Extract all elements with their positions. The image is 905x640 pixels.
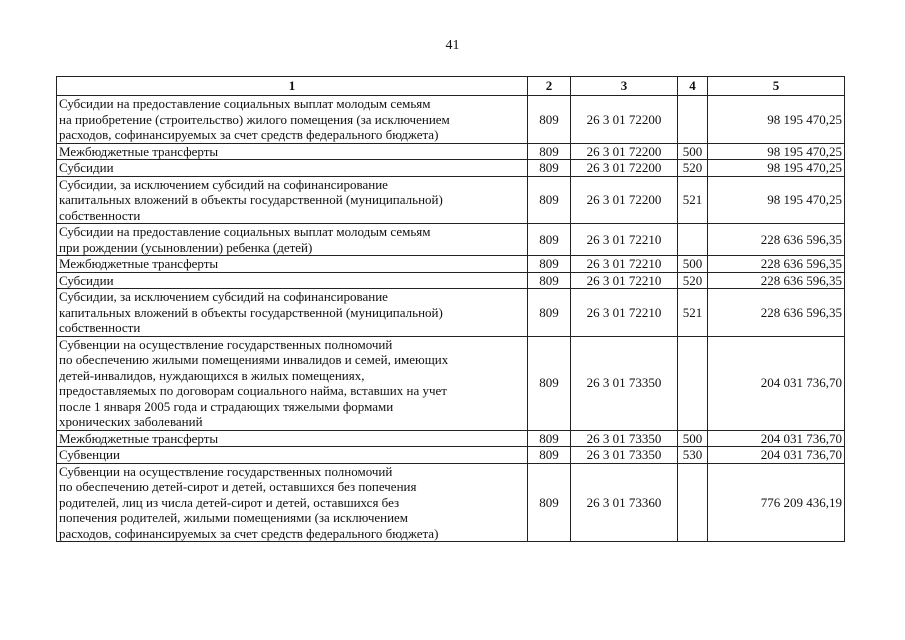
expense-name-line: после 1 января 2005 года и страдающих тяжелыми формами <box>59 398 394 414</box>
expense-type <box>678 336 708 430</box>
expense-name <box>57 463 528 542</box>
table-row <box>57 272 845 289</box>
page-number: 41 <box>445 38 460 53</box>
amount: 98 195 470,25 <box>708 143 845 160</box>
expense-name-line: Субсидии на предоставление социальных выплат молодым семьям <box>59 224 431 239</box>
expense-type: 500 <box>678 430 708 447</box>
table-row <box>57 430 845 447</box>
header-col-2: 2 <box>528 77 571 96</box>
expense-name-line: родителей, лиц из числа детей-сирот и детей, оставшихся без <box>59 494 400 510</box>
header-col-5: 5 <box>708 77 845 96</box>
expense-name-line: Субвенции на осуществление государственных полномочий <box>59 336 393 352</box>
target-article: 26 3 01 73350 <box>571 336 678 430</box>
expense-name <box>57 160 528 177</box>
amount: 98 195 470,25 <box>708 96 845 144</box>
expense-name-line: при рождении (усыновлении) ребенка (детей) <box>59 239 313 255</box>
header-row <box>57 77 845 96</box>
amount: 228 636 596,35 <box>708 272 845 289</box>
ministry-code: 809 <box>528 160 571 177</box>
target-article: 26 3 01 73350 <box>571 430 678 447</box>
ministry-code: 809 <box>528 96 571 144</box>
expense-type <box>678 463 708 542</box>
expense-name <box>57 96 528 144</box>
table-body <box>57 96 845 542</box>
expense-name-line: на приобретение (строительство) жилого помещения (за исключением <box>59 111 450 127</box>
ministry-code: 809 <box>528 336 571 430</box>
expense-type: 521 <box>678 176 708 224</box>
expense-type: 530 <box>678 447 708 464</box>
target-article: 26 3 01 73350 <box>571 447 678 464</box>
expense-type: 500 <box>678 143 708 160</box>
expense-name <box>57 289 528 337</box>
table-row <box>57 224 845 256</box>
ministry-code: 809 <box>528 256 571 273</box>
expense-name-line: Субвенции <box>59 447 120 462</box>
table-row <box>57 96 845 144</box>
target-article: 26 3 01 72210 <box>571 224 678 256</box>
expense-name-line: собственности <box>59 320 141 335</box>
expense-name <box>57 143 528 160</box>
expense-name-line: Субсидии на предоставление социальных выплат молодым семьям <box>59 96 431 111</box>
expense-name-line: Субсидии, за исключением субсидий на софинансирование <box>59 176 388 192</box>
ministry-code: 809 <box>528 289 571 337</box>
expense-type: 520 <box>678 272 708 289</box>
expense-name-line: Межбюджетные трансферты <box>59 143 219 159</box>
header-col-3: 3 <box>571 77 678 96</box>
table-row <box>57 289 845 337</box>
table-row <box>57 160 845 177</box>
expense-name-line: детей-инвалидов, нуждающихся в жилых помещениях, <box>59 367 365 383</box>
expense-name-line: по обеспечению жилыми помещениями инвалидов и семей, имеющих <box>59 352 449 367</box>
target-article: 26 3 01 72210 <box>571 272 678 289</box>
expense-name <box>57 336 528 430</box>
amount: 204 031 736,70 <box>708 430 845 447</box>
target-article: 26 3 01 72200 <box>571 143 678 160</box>
expense-name-line: Субсидии, за исключением субсидий на софинансирование <box>59 289 388 304</box>
ministry-code: 809 <box>528 143 571 160</box>
expense-type: 520 <box>678 160 708 177</box>
amount: 98 195 470,25 <box>708 160 845 177</box>
expense-name-line: капитальных вложений в объекты государственной (муниципальной) <box>59 192 443 207</box>
table-row <box>57 143 845 160</box>
target-article: 26 3 01 72200 <box>571 160 678 177</box>
amount: 776 209 436,19 <box>708 463 845 542</box>
ministry-code: 809 <box>528 447 571 464</box>
ministry-code: 809 <box>528 272 571 289</box>
amount: 98 195 470,25 <box>708 176 845 224</box>
amount: 228 636 596,35 <box>708 289 845 337</box>
ministry-code: 809 <box>528 224 571 256</box>
header-col-1: 1 <box>57 77 528 96</box>
expense-type: 521 <box>678 289 708 337</box>
expense-type <box>678 224 708 256</box>
amount: 228 636 596,35 <box>708 224 845 256</box>
expense-name <box>57 176 528 224</box>
expense-name-line: Субсидии <box>59 160 114 175</box>
header-col-4: 4 <box>678 77 708 96</box>
budget-table <box>56 76 845 542</box>
expense-name-line: попечения родителей, жилыми помещениями (за исключением <box>59 510 409 525</box>
table-row <box>57 447 845 464</box>
expense-name-line: предоставляемых по договорам социального найма, вставших на учет <box>59 383 447 398</box>
expense-name-line: расходов, софинансируемых за счет средств федерального бюджета) <box>59 525 439 541</box>
expense-name <box>57 256 528 273</box>
expense-type <box>678 96 708 144</box>
target-article: 26 3 01 72200 <box>571 96 678 144</box>
expense-name-line: по обеспечению детей-сирот и детей, оставшихся без попечения <box>59 479 417 494</box>
ministry-code: 809 <box>528 176 571 224</box>
amount: 204 031 736,70 <box>708 336 845 430</box>
table-row <box>57 256 845 273</box>
expense-name <box>57 272 528 289</box>
table-row <box>57 463 845 542</box>
expense-name-line: Субсидии <box>59 272 114 288</box>
amount: 228 636 596,35 <box>708 256 845 273</box>
expense-name-line: хронических заболеваний <box>59 414 203 429</box>
expense-name-line: капитальных вложений в объекты государственной (муниципальной) <box>59 304 443 320</box>
expense-name-line: Межбюджетные трансферты <box>59 256 219 271</box>
ministry-code: 809 <box>528 463 571 542</box>
expense-name-line: собственности <box>59 207 141 223</box>
expense-name <box>57 430 528 447</box>
target-article: 26 3 01 73360 <box>571 463 678 542</box>
expense-type: 500 <box>678 256 708 273</box>
target-article: 26 3 01 72200 <box>571 176 678 224</box>
expense-name-line: Субвенции на осуществление государственных полномочий <box>59 463 393 479</box>
amount: 204 031 736,70 <box>708 447 845 464</box>
ministry-code: 809 <box>528 430 571 447</box>
expense-name <box>57 224 528 256</box>
target-article: 26 3 01 72210 <box>571 289 678 337</box>
target-article: 26 3 01 72210 <box>571 256 678 273</box>
expense-name-line: Межбюджетные трансферты <box>59 430 219 446</box>
table-row <box>57 336 845 430</box>
expense-name <box>57 447 528 464</box>
expense-name-line: расходов, софинансируемых за счет средств федерального бюджета) <box>59 127 439 142</box>
table-row <box>57 176 845 224</box>
